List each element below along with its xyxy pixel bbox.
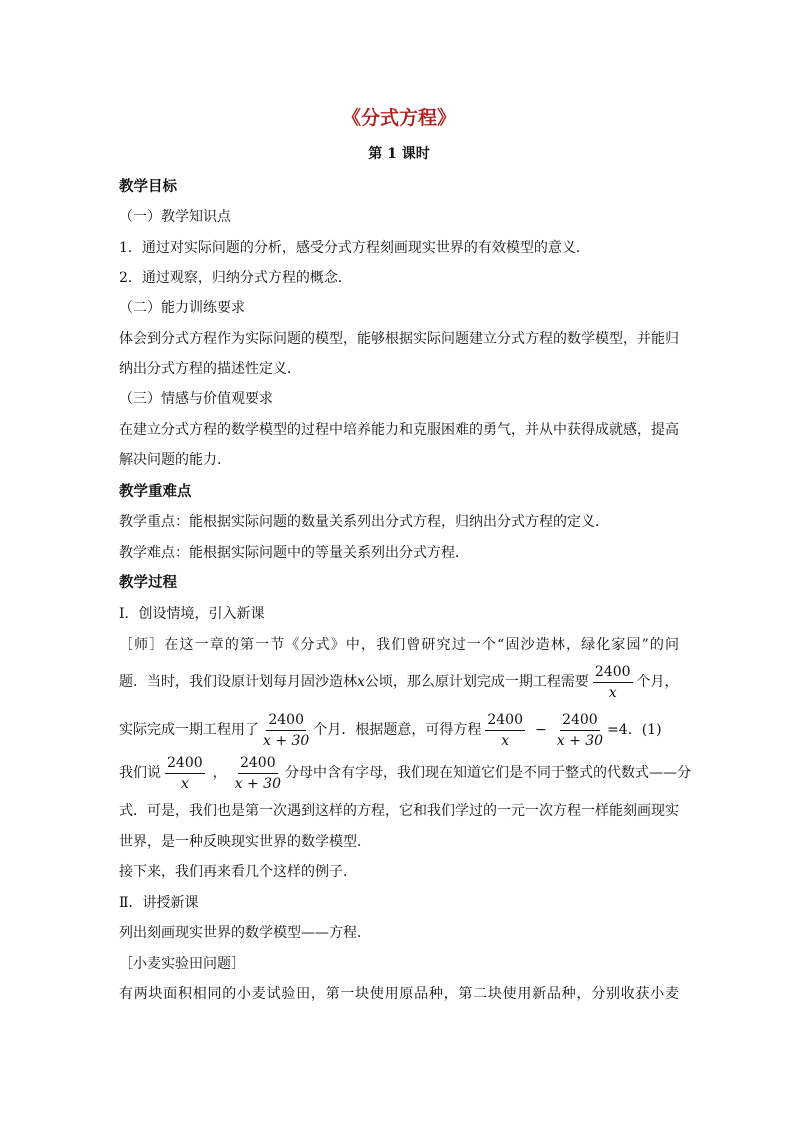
fraction-2400-over-x [593, 665, 633, 700]
fraction-denominator: x + 30 [556, 732, 604, 749]
text-segment: 题．当时，我们设原计划每月固沙造林 [119, 674, 357, 690]
goals-subheading-1: （一）教学知识点 [119, 209, 231, 225]
para1-line-3 [119, 709, 679, 751]
goals-item-2: 2．通过观察，归纳分式方程的概念． [119, 270, 352, 286]
fraction-numerator: 2400 [485, 713, 525, 731]
minus-sign: − [534, 722, 547, 738]
para1-line-7: 接下来，我们再来看几个这样的例子． [119, 864, 357, 880]
heading-key-difficult: 教学重难点 [119, 483, 192, 500]
fraction-denominator: x [608, 684, 617, 701]
fraction-numerator: 2400 [266, 713, 306, 731]
fraction-denominator: x [180, 775, 189, 792]
goals-item-1: 1．通过对实际问题的分析，感受分式方程刻画现实世界的有效模型的意义． [119, 240, 590, 256]
para1-line-2 [119, 662, 679, 702]
para1-line-4 [119, 752, 691, 794]
equation-rhs: =4．(1) [607, 722, 662, 738]
heading-goals: 教学目标 [119, 178, 177, 195]
text-segment: 我们说 [119, 765, 161, 781]
para2-line-2: ［小麦实验田问题］ [119, 956, 245, 972]
fraction-numerator: 2400 [238, 756, 278, 774]
text-segment: 个月．根据题意，可得方程 [313, 722, 482, 738]
key-point: 教学重点：能根据实际问题的数量关系列出分式方程，归纳出分式方程的定义． [119, 514, 609, 530]
fraction-2400-over-x-plus-30 [263, 713, 309, 748]
fraction-denominator: x + 30 [234, 775, 281, 792]
part2-heading: Ⅱ．讲授新课 [119, 895, 199, 911]
text-segment: 个月， [636, 674, 679, 690]
para1-line-6: 世界，是一种反映现实世界的数学模型． [119, 834, 371, 850]
difficult-point: 教学难点：能根据实际问题中的等量关系列出分式方程． [119, 545, 469, 561]
fraction-denominator: x [501, 732, 510, 749]
fraction-2400-over-x-plus-30 [557, 713, 603, 748]
para1-line-1: ［师］在这一章的第一节《分式》中，我们曾研究过一个“固沙造林，绿化家园”的问 [119, 637, 679, 653]
fraction-2400-over-x [165, 756, 205, 791]
goals-subheading-2: （二）能力训练要求 [119, 300, 245, 316]
fraction-denominator: x + 30 [263, 732, 310, 749]
para1-line-5: 式．可是，我们也是第一次遇到这样的方程，它和我们学过的一元一次方程一样能刻画现实 [119, 803, 679, 819]
para2-line-1: 列出刻画现实世界的数学模型——方程． [119, 925, 371, 941]
heading-process: 教学过程 [119, 574, 177, 591]
fraction-numerator: 2400 [560, 713, 600, 731]
text-segment: 实际完成一期工程用了 [119, 722, 259, 738]
separator: ， [212, 765, 227, 781]
emotion-line-1: 在建立分式方程的数学模型的过程中培养能力和克服困难的勇气，并从中获得成就感，提高 [119, 422, 679, 438]
lesson-subtitle: 第 1 课时 [368, 146, 430, 162]
text-segment: 分母中含有字母，我们现在知道它们是不同于整式的代数式——分 [284, 765, 691, 781]
ability-line-2: 纳出分式方程的描述性定义． [119, 361, 301, 377]
emotion-line-2: 解决问题的能力． [119, 452, 231, 468]
part1-heading: Ⅰ．创设情境，引入新课 [119, 606, 265, 622]
document-title: 《分式方程》 [341, 107, 456, 129]
text-segment: 公顷，那么原计划完成一期工程需要 [364, 674, 589, 690]
ability-line-1: 体会到分式方程作为实际问题的模型，能够根据实际问题建立分式方程的数学模型，并能归 [119, 331, 679, 347]
fraction-numerator: 2400 [165, 756, 205, 774]
variable-x: x [357, 674, 365, 690]
goals-subheading-3: （三）情感与价值观要求 [119, 391, 273, 407]
fraction-2400-over-x-plus-30 [235, 756, 281, 791]
para2-line-3: 有两块面积相同的小麦试验田，第一块使用原品种，第二块使用新品种，分别收获小麦 [119, 986, 679, 1002]
fraction-numerator: 2400 [593, 665, 633, 683]
fraction-2400-over-x [485, 713, 525, 748]
